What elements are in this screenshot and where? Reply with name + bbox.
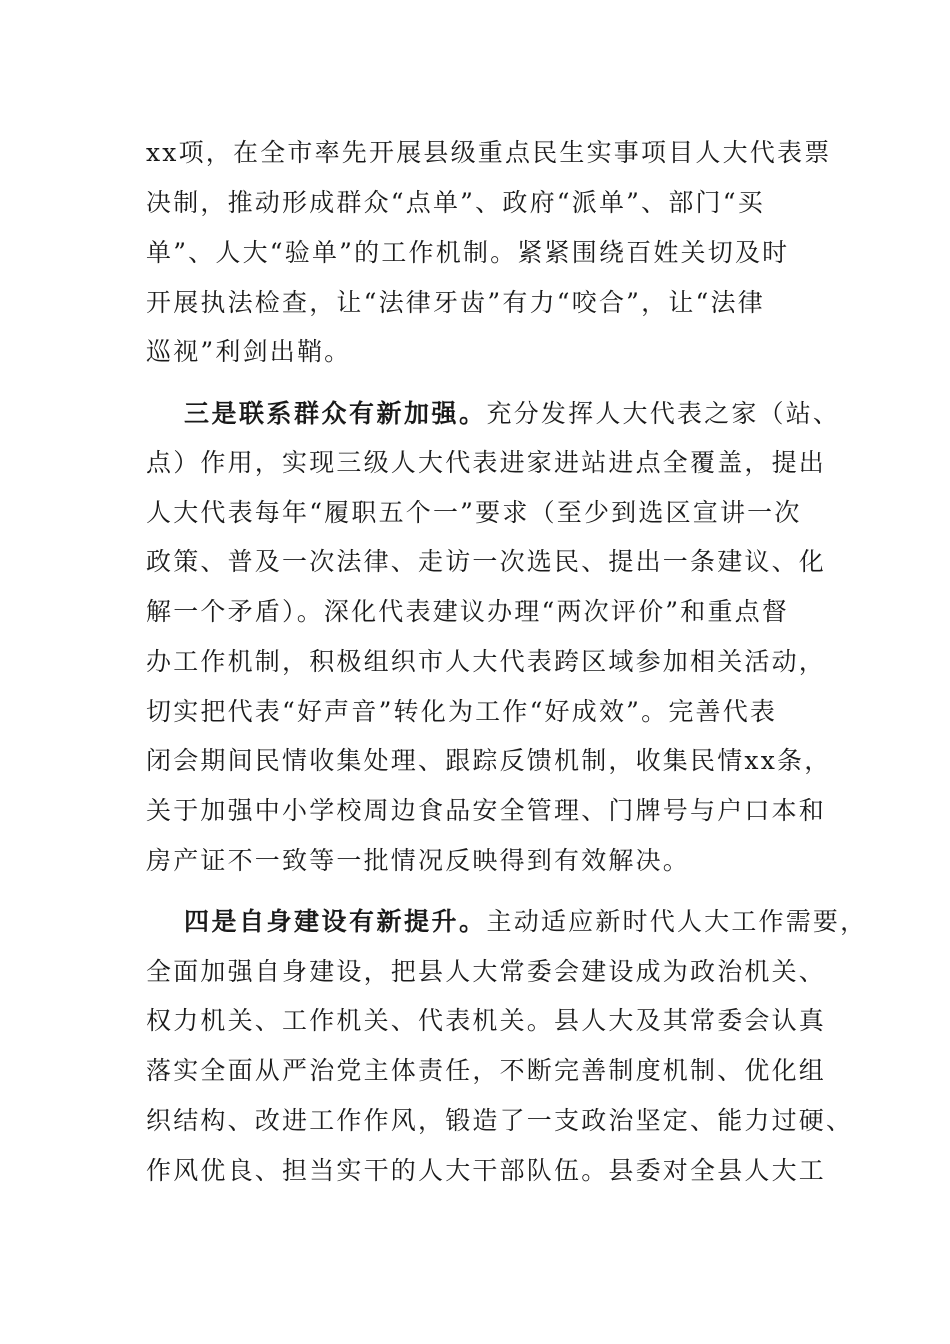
paragraph-2-line-4: 政策、普及一次法律、走访一次选民、提出一条建议、化 bbox=[146, 547, 827, 576]
paragraph-1-line-4: 开展执法检查，让“法律牙齿”有力“咬合”，让“法律 bbox=[146, 288, 765, 317]
paragraph-2-line-2: 点）作用，实现三级人大代表进家进站进点全覆盖，提出 bbox=[146, 448, 827, 477]
paragraph-1-line-5: 巡视”利剑出鞘。 bbox=[146, 337, 352, 366]
paragraph-3-first-line-text: 主动适应新时代人大工作需要， bbox=[486, 907, 868, 936]
paragraph-2-line-7: 切实把代表“好声音”转化为工作“好成效”。完善代表 bbox=[146, 697, 778, 726]
paragraph-3-line-5: 织结构、改进工作作风，锻造了一支政治坚定、能力过硬、 bbox=[146, 1106, 854, 1135]
paragraph-2-first-line bbox=[184, 398, 840, 430]
paragraph-3-heading: 四是自身建设有新提升。 bbox=[184, 907, 487, 936]
paragraph-2-line-5: 解一个矛盾）。深化代表建议办理“两次评价”和重点督 bbox=[146, 597, 790, 626]
paragraph-3-line-6: 作风优良、担当实干的人大干部队伍。县委对全县人大工 bbox=[146, 1156, 827, 1185]
paragraph-3-line-4: 落实全面从严治党主体责任，不断完善制度机制、优化组 bbox=[146, 1056, 827, 1085]
paragraph-2-line-8: 闭会期间民情收集处理、跟踪反馈机制，收集民情xx条， bbox=[146, 746, 832, 775]
paragraph-2-line-10: 房产证不一致等一批情况反映得到有效解决。 bbox=[146, 846, 691, 875]
paragraph-1-line-3: 单”、人大“验单”的工作机制。紧紧围绕百姓关切及时 bbox=[146, 238, 790, 267]
paragraph-2-line-9: 关于加强中小学校周边食品安全管理、门牌号与户口本和 bbox=[146, 796, 827, 825]
paragraph-3-line-3: 权力机关、工作机关、代表机关。县人大及其常委会认真 bbox=[146, 1006, 827, 1035]
paragraph-1-line-2: 决制，推动形成群众“点单”、政府“派单”、部门“买 bbox=[146, 188, 765, 217]
paragraph-2-line-3: 人大代表每年“履职五个一”要求（至少到选区宣讲一次 bbox=[146, 498, 802, 527]
paragraph-2-first-line-text: 充分发挥人大代表之家（站、 bbox=[486, 399, 841, 428]
paragraph-3-line-2: 全面加强自身建设，把县人大常委会建设成为政治机关、 bbox=[146, 957, 827, 986]
paragraph-1-line-1: xx项，在全市率先开展县级重点民生实事项目人大代表票 bbox=[146, 138, 832, 167]
paragraph-2-line-6: 办工作机制，积极组织市人大代表跨区域参加相关活动， bbox=[146, 647, 827, 676]
paragraph-3-first-line bbox=[184, 906, 867, 938]
paragraph-2-heading: 三是联系群众有新加强。 bbox=[184, 399, 487, 428]
